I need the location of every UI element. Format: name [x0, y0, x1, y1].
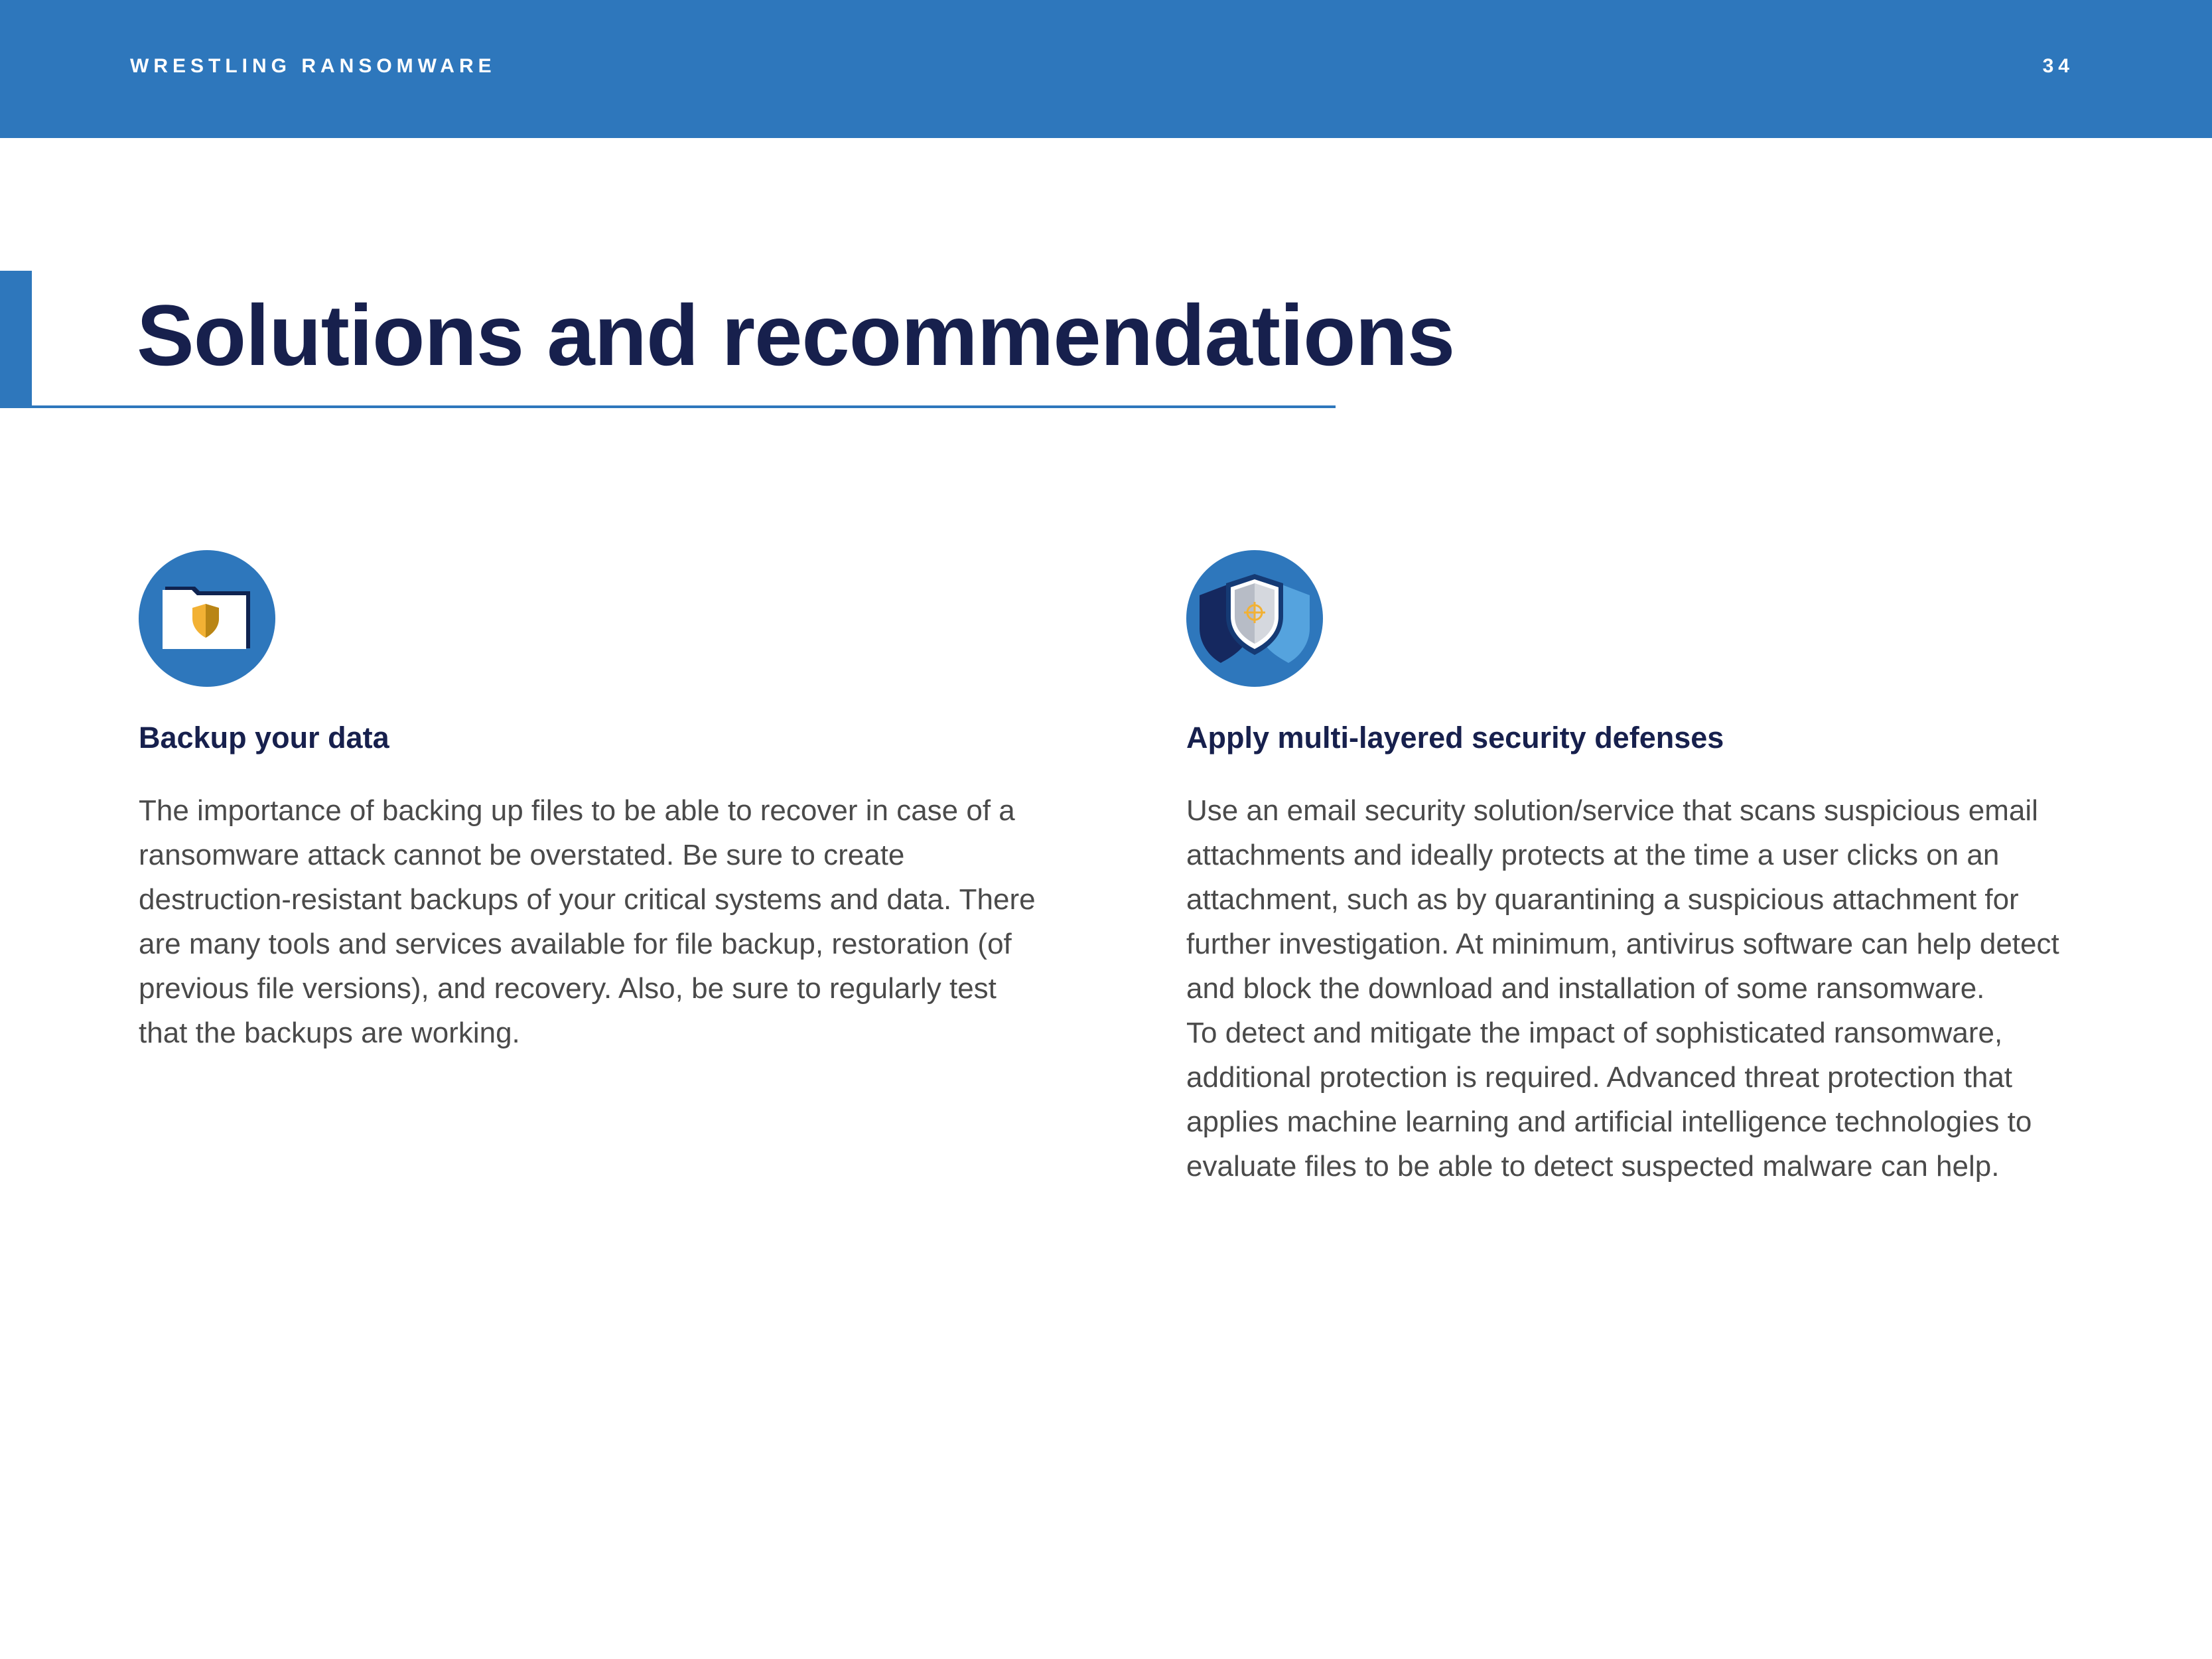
header-bar	[0, 0, 2212, 138]
section-heading-backup: Backup your data	[139, 721, 389, 755]
page-number: 34	[2042, 55, 2074, 77]
title-accent-bar	[0, 271, 32, 408]
layered-shields-icon	[1186, 550, 1323, 687]
section-body-security	[1186, 788, 2082, 1189]
folder-shield-icon	[139, 550, 275, 687]
title-underline	[32, 405, 1336, 408]
paragraph: To detect and mitigate the impact of sophisticated ransomware, additional protection is required. Advanced threat protection that applies machine learning and artificial intelligence technologies to evaluate files to be able to detect suspected malware can help.	[1186, 1017, 2032, 1183]
paragraph: The importance of backing up files to be able to recover in case of a ransomware attack cannot be overstated. Be sure to create destruction-resistant backups of your critical systems and data. There are many tools and services available for file backup, restoration (of previous file versions), and recovery. Also, be sure to regularly test that the backups are working.	[139, 794, 1036, 1049]
page-title: Solutions and recommendations	[137, 287, 1455, 384]
section-heading-security: Apply multi-layered security defenses	[1186, 721, 1724, 755]
section-body-backup	[139, 788, 1041, 1055]
paragraph: Use an email security solution/service that scans suspicious email attachments and ideally protects at the time a user clicks on an attachment, such as by quarantining a suspicious attachment for further investigation. At minimum, antivirus software can help detect and block the download and installation of some ransomware.	[1186, 794, 2059, 1005]
document-title: WRESTLING RANSOMWARE	[130, 55, 496, 77]
